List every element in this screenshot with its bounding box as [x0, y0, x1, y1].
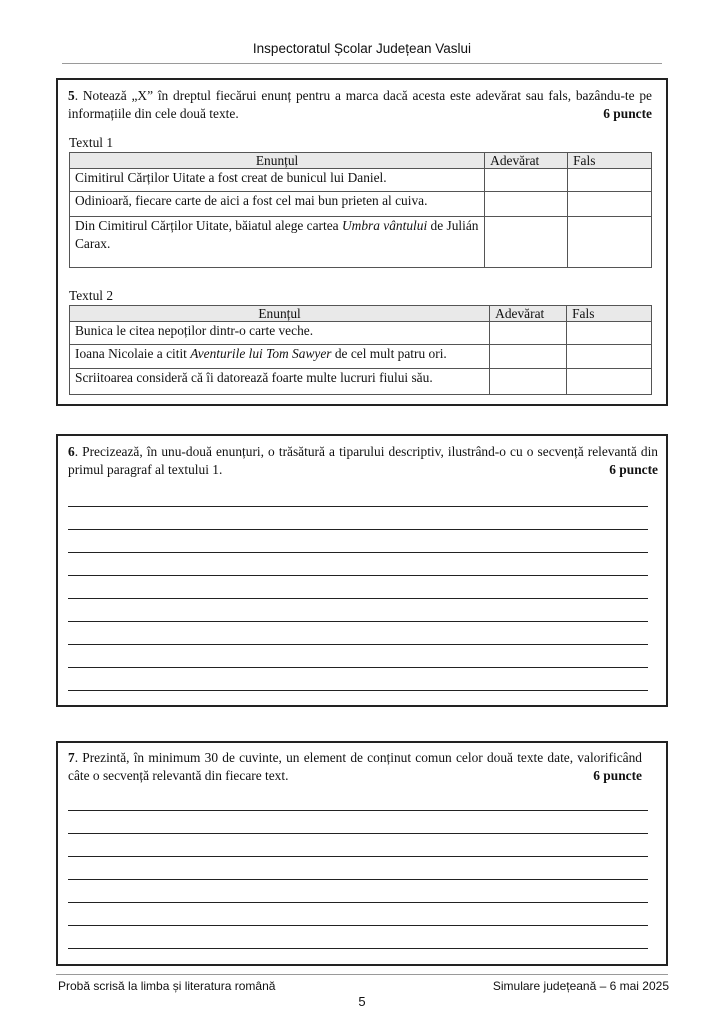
table-2 [69, 305, 652, 395]
table-2-header-statement: Enunțul [70, 306, 490, 322]
footer-left: Probă scrisă la limba și literatura română [58, 979, 276, 993]
book-title: Umbra vântului [341, 218, 428, 233]
answer-line [68, 690, 648, 691]
table-2-row-2-false-cell[interactable] [567, 345, 652, 369]
table-2-row-1-true-cell[interactable] [490, 322, 567, 345]
page-header: Inspectoratul Școlar Județean Vaslui [252, 41, 472, 56]
table-row [70, 322, 652, 345]
question-5-text [68, 87, 652, 123]
question-6-points: 6 puncte [609, 462, 658, 477]
table-1-row-3-true-cell[interactable] [485, 217, 568, 268]
table-row [70, 169, 652, 192]
text-segment: Din Cimitirul Cărților Uitate, băiatul alege cartea [75, 218, 342, 233]
question-7-number: 7 [68, 750, 75, 765]
table-1-row-3-statement [70, 217, 485, 268]
table-1-row-1-false-cell[interactable] [568, 169, 652, 192]
table-2-row-1-false-cell[interactable] [567, 322, 652, 345]
table-2-header-true: Adevărat [490, 306, 567, 322]
text-segment: de cel mult patru ori. [331, 346, 447, 361]
table-1-row-2-true-cell[interactable] [485, 192, 568, 217]
table-1-row-3-false-cell[interactable] [568, 217, 652, 268]
table-1-header-true: Adevărat [485, 153, 568, 169]
question-6-text [68, 443, 658, 479]
table-row [70, 369, 652, 395]
answer-line [68, 506, 648, 507]
footer-rule [56, 974, 668, 975]
question-7-prompt: . Prezintă, în minimum 30 de cuvinte, un element de conținut comun celor două texte date, valorificând câte o secvență relevantă din fiecare text. [68, 750, 642, 783]
answer-line [68, 529, 648, 530]
answer-line [68, 575, 648, 576]
question-6-number: 6 [68, 444, 75, 459]
table-1-row-1-statement: Cimitirul Cărților Uitate a fost creat de bunicul lui Daniel. [70, 169, 485, 192]
answer-line [68, 810, 648, 811]
table-2-row-2-statement [70, 345, 490, 369]
table-2-row-3-true-cell[interactable] [490, 369, 567, 395]
answer-line [68, 879, 648, 880]
answer-line [68, 644, 648, 645]
table-1-row-2-false-cell[interactable] [568, 192, 652, 217]
question-5-points: 6 puncte [603, 106, 652, 121]
table-1-header-statement: Enunțul [70, 153, 485, 169]
table-2-row-3-false-cell[interactable] [567, 369, 652, 395]
table-1-header-false: Fals [568, 153, 652, 169]
answer-line [68, 598, 648, 599]
question-7-points: 6 puncte [593, 768, 642, 783]
table-2-label: Textul 2 [69, 288, 114, 303]
table-row [70, 217, 652, 268]
book-title: Aventurile lui Tom Sawyer [190, 346, 332, 361]
header-rule [62, 63, 662, 64]
page-number: 5 [358, 994, 366, 1009]
table-1 [69, 152, 652, 268]
footer-right: Simulare județeană – 6 mai 2025 [492, 979, 669, 993]
table-2-row-3-statement: Scriitoarea consideră că îi datorează foarte multe lucruri fiului său. [70, 369, 490, 395]
table-row [70, 345, 652, 369]
table-2-header-false: Fals [567, 306, 652, 322]
question-7-text [68, 749, 642, 785]
table-1-label: Textul 1 [69, 135, 114, 150]
question-5-number: 5 [68, 88, 75, 103]
table-1-row-1-true-cell[interactable] [485, 169, 568, 192]
answer-line [68, 925, 648, 926]
text-segment: de Julián Carax. [75, 218, 479, 251]
table-row [70, 192, 652, 217]
answer-line [68, 833, 648, 834]
question-6-prompt: . Precizează, în unu-două enunțuri, o trăsătură a tiparului descriptiv, ilustrând-o cu o secvență relevantă din primul paragraf al textului 1. [68, 444, 658, 477]
answer-line [68, 948, 648, 949]
table-2-row-2-true-cell[interactable] [490, 345, 567, 369]
table-1-row-2-statement: Odinioară, fiecare carte de aici a fost cel mai bun prieten al cuiva. [70, 192, 485, 217]
question-5-prompt: . Notează „X” în dreptul fiecărui enunț pentru a marca dacă acesta este adevărat sau fals, bazându-te pe informațiile din cele două texte. [68, 88, 652, 121]
table-2-row-1-statement: Bunica le citea nepoților dintr-o carte veche. [70, 322, 490, 345]
answer-line [68, 621, 648, 622]
answer-line [68, 856, 648, 857]
answer-line [68, 552, 648, 553]
answer-line [68, 902, 648, 903]
text-segment: Ioana Nicolaie a citit [75, 346, 191, 361]
answer-line [68, 667, 648, 668]
